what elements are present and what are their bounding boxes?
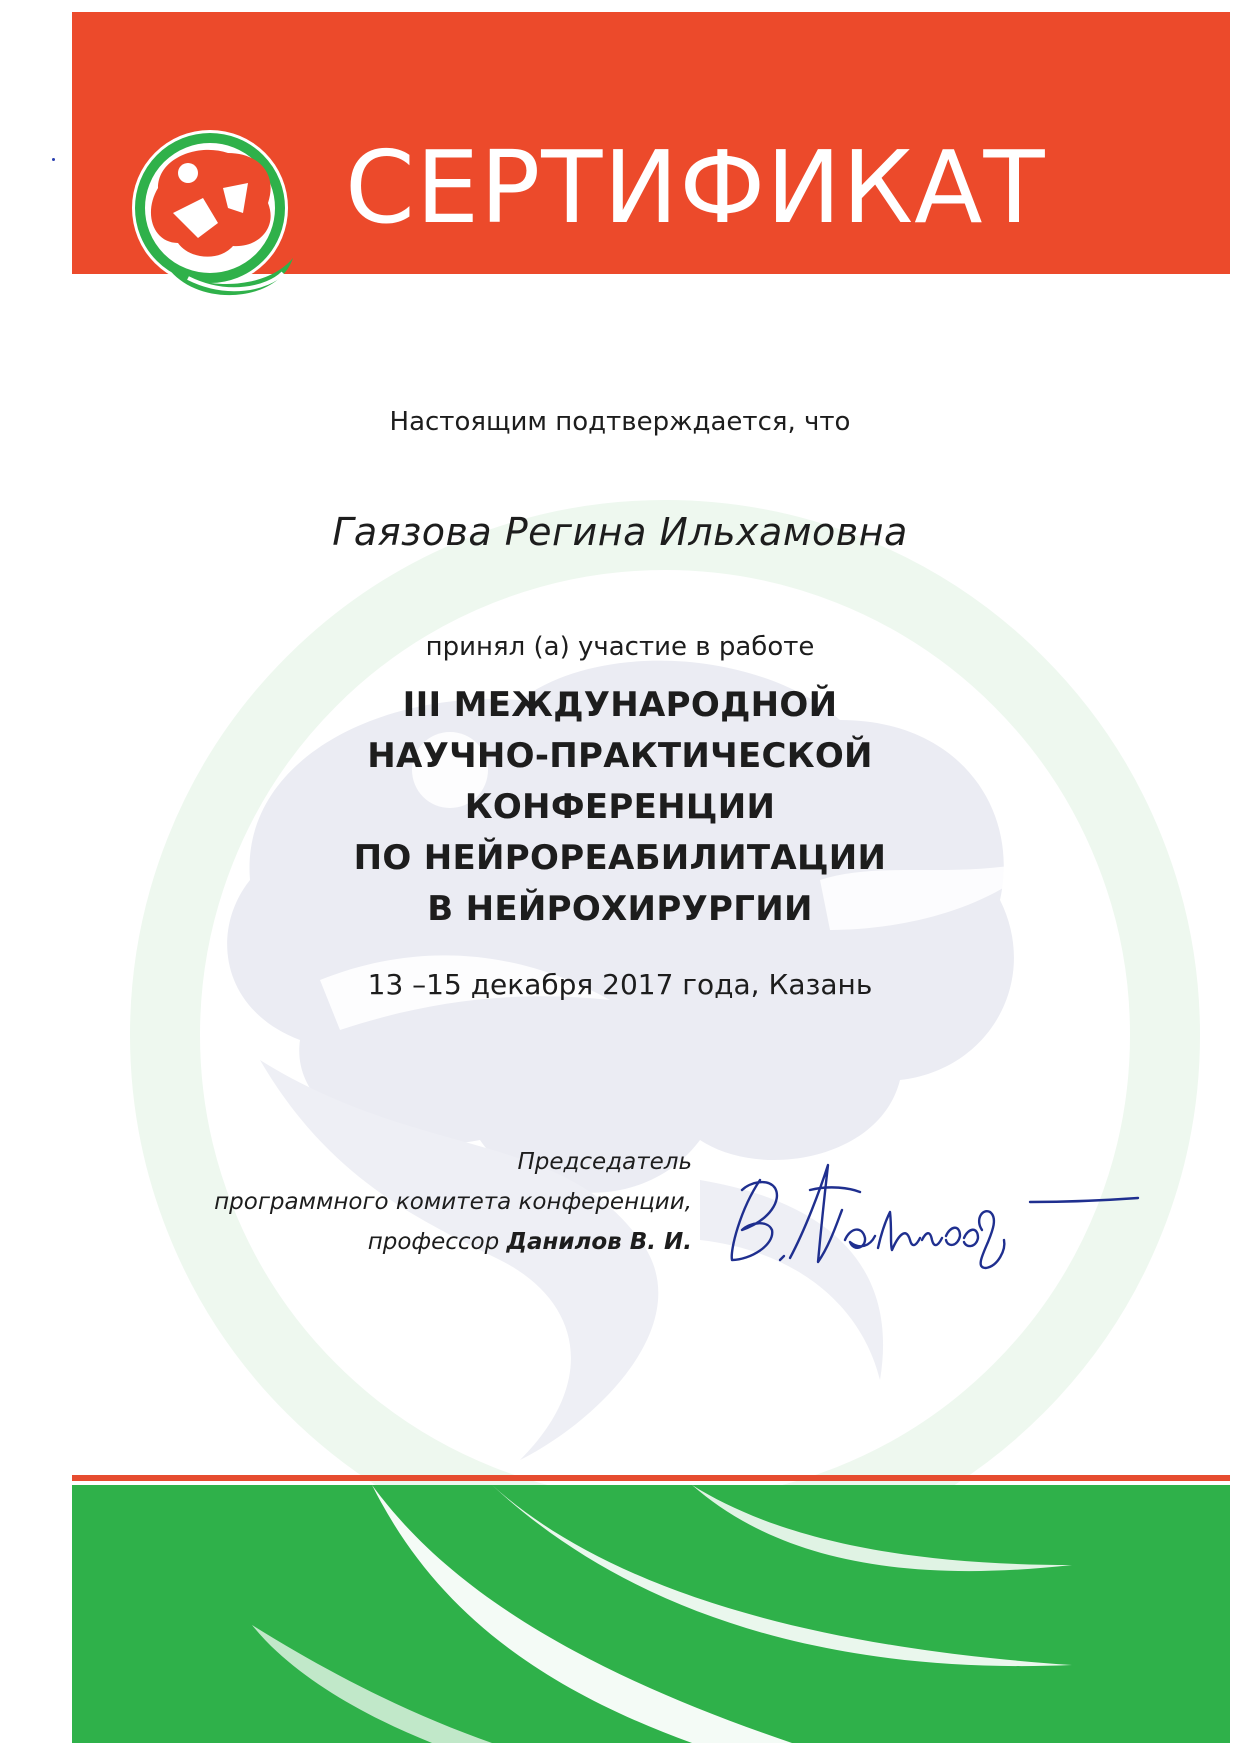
- signatory-prefix: профессор: [367, 1229, 507, 1255]
- conference-title-line: III МЕЖДУНАРОДНОЙ: [402, 685, 838, 725]
- intro-text: Настоящим подтверждается, что: [389, 407, 851, 437]
- participation-text: принял (а) участие в работе: [425, 632, 815, 662]
- signature: [720, 1150, 1140, 1280]
- certificate-title: СЕРТИФИКАТ: [345, 129, 1046, 246]
- recipient-name: Гаязова Регина Ильхамовна: [332, 510, 908, 554]
- conference-title-line: НАУЧНО-ПРАКТИЧЕСКОЙ: [367, 736, 873, 776]
- scan-speck: [52, 158, 55, 161]
- conference-title: [0, 680, 1240, 935]
- signatory-title: [214, 1222, 692, 1262]
- signatory-name: Данилов В. И.: [506, 1229, 692, 1255]
- signatory-block: [214, 1142, 692, 1262]
- conference-title-line: КОНФЕРЕНЦИИ: [464, 787, 776, 827]
- conference-title-line: ПО НЕЙРОРЕАБИЛИТАЦИИ: [353, 838, 887, 878]
- signatory-committee: программного комитета конференции,: [214, 1189, 692, 1215]
- conference-title-line: В НЕЙРОХИРУРГИИ: [427, 889, 813, 929]
- signatory-role: Председатель: [517, 1149, 692, 1175]
- dates-location: 13 –15 декабря 2017 года, Казань: [367, 968, 873, 1001]
- footer-band: [72, 1475, 1230, 1743]
- brain-runner-logo-icon: [118, 128, 308, 318]
